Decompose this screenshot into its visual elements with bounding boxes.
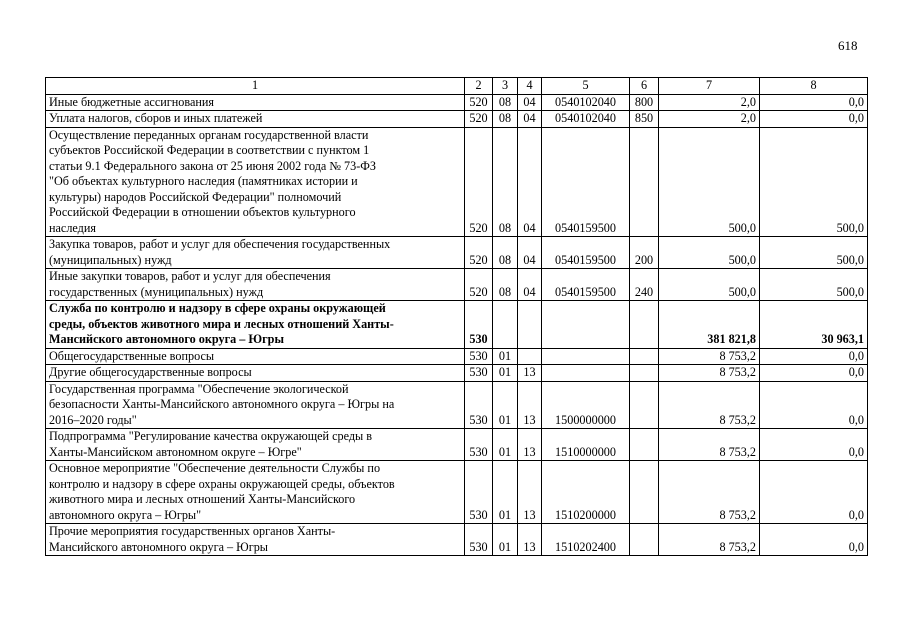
table-row bbox=[46, 127, 868, 237]
table-row bbox=[46, 237, 868, 269]
cell-col5: 0540102040 bbox=[542, 94, 630, 111]
cell-col6 bbox=[630, 381, 659, 429]
cell-col8: 0,0 bbox=[760, 365, 868, 382]
row-name-cell: Иные закупки товаров, работ и услуг для обеспечения государственных (муниципальных) нужд bbox=[46, 269, 465, 301]
cell-col7: 381 821,8 bbox=[659, 301, 760, 349]
cell-col6 bbox=[630, 301, 659, 349]
cell-col3 bbox=[493, 301, 518, 349]
cell-col8: 0,0 bbox=[760, 348, 868, 365]
cell-col8: 0,0 bbox=[760, 461, 868, 524]
cell-col5: 0540159500 bbox=[542, 269, 630, 301]
cell-col7: 8 753,2 bbox=[659, 461, 760, 524]
cell-col7: 2,0 bbox=[659, 94, 760, 111]
cell-col6 bbox=[630, 429, 659, 461]
cell-col3: 08 bbox=[493, 94, 518, 111]
cell-col5 bbox=[542, 301, 630, 349]
cell-col2: 520 bbox=[465, 127, 493, 237]
table-body bbox=[46, 78, 868, 556]
row-name-cell: Прочие мероприятия государственных органов Ханты- Мансийского автономного округа – Югры bbox=[46, 524, 465, 556]
cell-col4: 13 bbox=[518, 381, 542, 429]
cell-col4: 13 bbox=[518, 365, 542, 382]
table-row bbox=[46, 524, 868, 556]
cell-col6: 850 bbox=[630, 111, 659, 128]
cell-col8: 0,0 bbox=[760, 524, 868, 556]
row-name-cell: Иные бюджетные ассигнования bbox=[46, 94, 465, 111]
cell-col2: 520 bbox=[465, 111, 493, 128]
cell-col2: 520 bbox=[465, 269, 493, 301]
cell-col7: 8 753,2 bbox=[659, 381, 760, 429]
cell-col3: 01 bbox=[493, 461, 518, 524]
cell-col4 bbox=[518, 301, 542, 349]
cell-col6: 200 bbox=[630, 237, 659, 269]
column-header: 6 bbox=[630, 78, 659, 95]
cell-col2: 530 bbox=[465, 348, 493, 365]
cell-col3: 01 bbox=[493, 429, 518, 461]
cell-col8: 30 963,1 bbox=[760, 301, 868, 349]
cell-col4: 13 bbox=[518, 524, 542, 556]
cell-col5: 1510202400 bbox=[542, 524, 630, 556]
cell-col4: 04 bbox=[518, 111, 542, 128]
page-number: 618 bbox=[838, 38, 858, 53]
cell-col2: 530 bbox=[465, 381, 493, 429]
cell-col3: 01 bbox=[493, 348, 518, 365]
cell-col4: 13 bbox=[518, 461, 542, 524]
cell-col6 bbox=[630, 348, 659, 365]
cell-col6 bbox=[630, 524, 659, 556]
cell-col8: 0,0 bbox=[760, 111, 868, 128]
cell-col8: 0,0 bbox=[760, 381, 868, 429]
cell-col7: 500,0 bbox=[659, 127, 760, 237]
cell-col6: 800 bbox=[630, 94, 659, 111]
table-row bbox=[46, 381, 868, 429]
cell-col8: 500,0 bbox=[760, 127, 868, 237]
cell-col5: 0540102040 bbox=[542, 111, 630, 128]
column-header: 1 bbox=[46, 78, 465, 95]
table-row bbox=[46, 461, 868, 524]
cell-col7: 8 753,2 bbox=[659, 429, 760, 461]
cell-col3: 08 bbox=[493, 127, 518, 237]
row-name-cell: Закупка товаров, работ и услуг для обеспечения государственных (муниципальных) нужд bbox=[46, 237, 465, 269]
table-header-row bbox=[46, 78, 868, 95]
cell-col8: 500,0 bbox=[760, 269, 868, 301]
column-header: 3 bbox=[493, 78, 518, 95]
cell-col3: 08 bbox=[493, 269, 518, 301]
row-name-cell: Подпрограмма "Регулирование качества окружающей среды в Ханты-Мансийском автономном округе – Югре" bbox=[46, 429, 465, 461]
cell-col3: 01 bbox=[493, 524, 518, 556]
table-row bbox=[46, 365, 868, 382]
row-name-cell: Общегосударственные вопросы bbox=[46, 348, 465, 365]
cell-col7: 2,0 bbox=[659, 111, 760, 128]
row-name-cell: Другие общегосударственные вопросы bbox=[46, 365, 465, 382]
cell-col6 bbox=[630, 461, 659, 524]
cell-col2: 520 bbox=[465, 94, 493, 111]
cell-col5: 1510200000 bbox=[542, 461, 630, 524]
table-row bbox=[46, 429, 868, 461]
table-row bbox=[46, 111, 868, 128]
cell-col2: 530 bbox=[465, 301, 493, 349]
cell-col4: 04 bbox=[518, 94, 542, 111]
cell-col7: 500,0 bbox=[659, 237, 760, 269]
cell-col8: 0,0 bbox=[760, 429, 868, 461]
cell-col2: 530 bbox=[465, 461, 493, 524]
cell-col6 bbox=[630, 365, 659, 382]
cell-col3: 01 bbox=[493, 381, 518, 429]
cell-col5 bbox=[542, 348, 630, 365]
row-name-cell: Осуществление переданных органам государственной власти субъектов Российской Федерации в соответствии с пунктом 1 статьи 9.1 Федерального закона от 25 июня 2002 года № 73-ФЗ "Об объектах культурного наследия (памятниках истории и культуры) народов Российской Федерации" полномочий Российской Федерации в отношении объектов культурного наследия bbox=[46, 127, 465, 237]
table-row bbox=[46, 269, 868, 301]
cell-col4: 04 bbox=[518, 269, 542, 301]
cell-col3: 08 bbox=[493, 111, 518, 128]
cell-col2: 530 bbox=[465, 524, 493, 556]
cell-col8: 500,0 bbox=[760, 237, 868, 269]
column-header: 2 bbox=[465, 78, 493, 95]
cell-col2: 520 bbox=[465, 237, 493, 269]
cell-col8: 0,0 bbox=[760, 94, 868, 111]
column-header: 5 bbox=[542, 78, 630, 95]
budget-table bbox=[45, 77, 868, 556]
cell-col6: 240 bbox=[630, 269, 659, 301]
table-row bbox=[46, 301, 868, 349]
cell-col4: 13 bbox=[518, 429, 542, 461]
cell-col2: 530 bbox=[465, 429, 493, 461]
row-name-cell: Служба по контролю и надзору в сфере охраны окружающей среды, объектов животного мира и лесных отношений Ханты- Мансийского автономного округа – Югры bbox=[46, 301, 465, 349]
row-name-cell: Государственная программа "Обеспечение экологической безопасности Ханты-Мансийского автономного округа – Югры на 2016–2020 годы" bbox=[46, 381, 465, 429]
cell-col7: 500,0 bbox=[659, 269, 760, 301]
cell-col7: 8 753,2 bbox=[659, 348, 760, 365]
cell-col7: 8 753,2 bbox=[659, 524, 760, 556]
cell-col5: 1510000000 bbox=[542, 429, 630, 461]
cell-col5: 0540159500 bbox=[542, 127, 630, 237]
cell-col2: 530 bbox=[465, 365, 493, 382]
cell-col5 bbox=[542, 365, 630, 382]
cell-col3: 01 bbox=[493, 365, 518, 382]
cell-col7: 8 753,2 bbox=[659, 365, 760, 382]
column-header: 8 bbox=[760, 78, 868, 95]
table-row bbox=[46, 94, 868, 111]
row-name-cell: Основное мероприятие "Обеспечение деятельности Службы по контролю и надзору в сфере охраны окружающей среды, объектов животного мира и лесных отношений Ханты-Мансийского автономного округа – Югры" bbox=[46, 461, 465, 524]
cell-col3: 08 bbox=[493, 237, 518, 269]
cell-col5: 0540159500 bbox=[542, 237, 630, 269]
cell-col5: 1500000000 bbox=[542, 381, 630, 429]
cell-col4: 04 bbox=[518, 237, 542, 269]
table-row bbox=[46, 348, 868, 365]
cell-col6 bbox=[630, 127, 659, 237]
cell-col4: 04 bbox=[518, 127, 542, 237]
column-header: 7 bbox=[659, 78, 760, 95]
cell-col4 bbox=[518, 348, 542, 365]
column-header: 4 bbox=[518, 78, 542, 95]
row-name-cell: Уплата налогов, сборов и иных платежей bbox=[46, 111, 465, 128]
